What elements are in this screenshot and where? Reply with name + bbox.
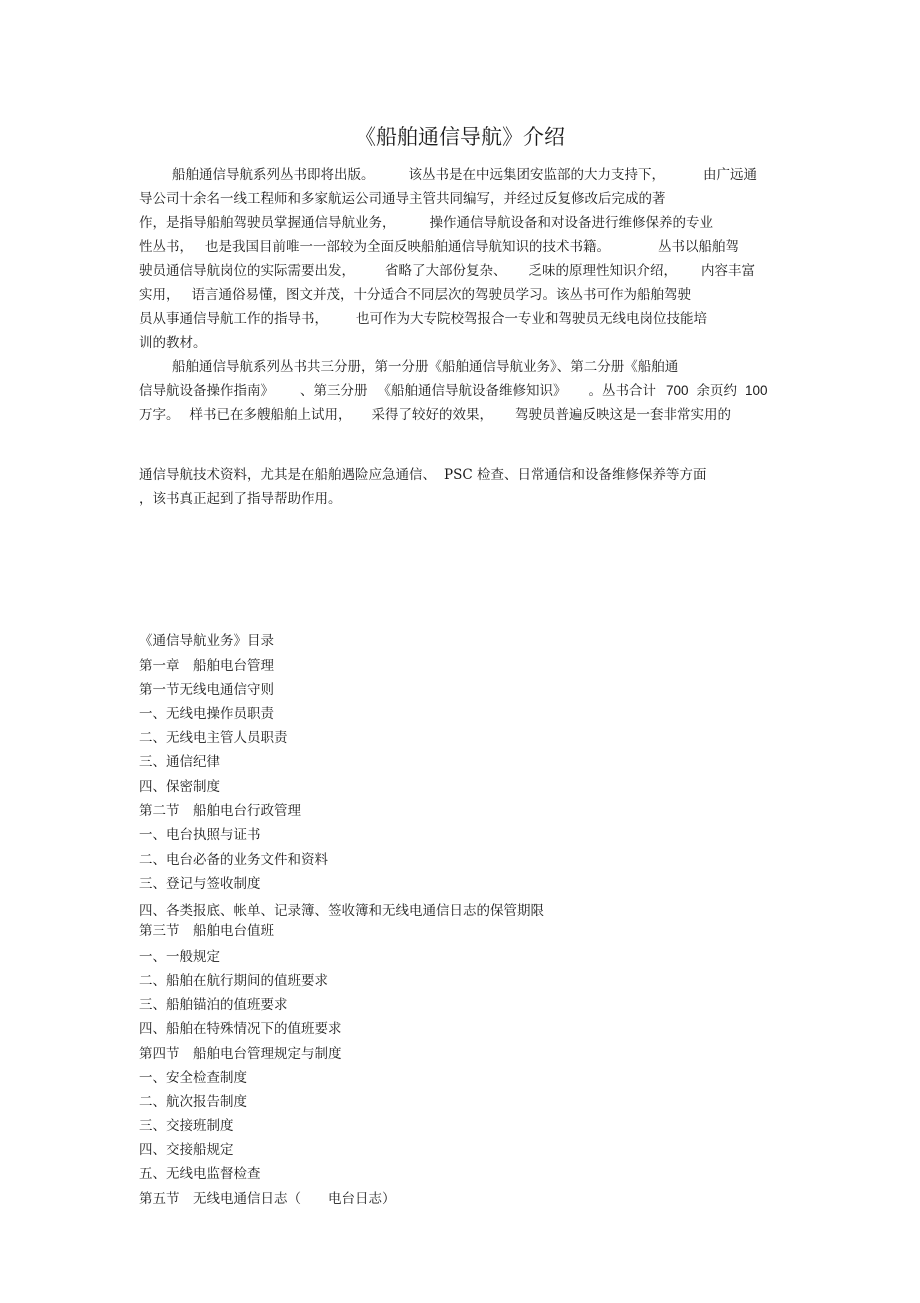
toc-item: 四、船舶在特殊情况下的值班要求 (139, 1021, 342, 1037)
document-title: 《船舶通信导航》介绍 (355, 125, 565, 149)
text-segment: 采得了较好的效果， (371, 407, 493, 423)
text-segment: 性丛书， (139, 239, 193, 255)
intro-line (172, 357, 678, 377)
text-segment: 也是我国目前唯一一部较为全面反映船舶通信导航知识的技术书籍。 (205, 239, 610, 255)
toc-item: 第二节 船舶电台行政管理 (139, 803, 301, 819)
text-segment: 员从事通信导航工作的指导书， (139, 311, 328, 327)
text-segment: 实用， (139, 287, 180, 303)
toc-item: 三、船舶锚泊的值班要求 (139, 997, 288, 1013)
intro-line (139, 465, 706, 485)
toc-item: 三、交接班制度 (139, 1118, 234, 1134)
toc-item: 五、无线电监督检查 (139, 1166, 261, 1182)
toc-item: 四、保密制度 (139, 779, 220, 795)
toc-item: 四、交接船规定 (139, 1142, 234, 1158)
text-segment: 乏味的原理性知识介绍， (528, 263, 677, 279)
text-segment: 样书已在多艘船舶上试用， (189, 407, 352, 423)
toc-item: 一、电台执照与证书 (139, 827, 261, 843)
text-segment: 《船舶通信导航设备维修知识》 (377, 383, 567, 399)
intro-line (139, 285, 691, 305)
toc-item: 一、安全检查制度 (139, 1070, 247, 1086)
text-segment: PSC 检查、日常通信和设备维修保养等方面 (444, 467, 707, 483)
intro-line (139, 381, 768, 401)
text-segment: 内容丰富 (701, 263, 755, 279)
intro-line (172, 165, 757, 185)
text-segment: 船舶通信导航系列丛书共三分册，第一分册《船舶通信导航业务》、第二分册《船舶通 (172, 359, 679, 375)
text-segment: 通信导航技术资料，尤其是在船舶遇险应急通信、 (139, 467, 436, 483)
toc-item: 第五节 无线电通信日志（ 电台日志） (139, 1191, 396, 1207)
text-segment: ，该书真正起到了指导帮助作用。 (139, 491, 342, 507)
toc-item: 第一章 船舶电台管理 (139, 658, 274, 674)
text-segment: 余页约 (696, 383, 738, 399)
toc-item: 三、通信纪律 (139, 754, 220, 770)
text-segment: 100 (745, 383, 768, 398)
intro-line (139, 213, 713, 233)
text-segment: 、第三分册 (300, 383, 368, 399)
intro-line (139, 489, 342, 509)
intro-line (139, 333, 207, 353)
toc-item: 三、登记与签收制度 (139, 876, 261, 892)
text-segment: 丛书以船舶驾 (658, 239, 739, 255)
toc-item: 二、船舶在航行期间的值班要求 (139, 973, 328, 989)
text-segment: 导公司十余名一线工程师和多家航运公司通导主管共同编写，并经过反复修改后完成的著 (139, 191, 666, 207)
text-segment: 语言通俗易懂，图文并茂，十分适合不同层次的驾驶员学习。该丛书可作为船舶驾驶 (191, 287, 691, 303)
toc-item: 第四节 船舶电台管理规定与制度 (139, 1046, 342, 1062)
text-segment: 船舶通信导航系列丛书即将出版。 (172, 167, 375, 183)
toc-item: 一、无线电操作员职责 (139, 706, 274, 722)
text-segment: 也可作为大专院校驾报合一专业和驾驶员无线电岗位技能培 (356, 311, 707, 327)
toc-item: 一、一般规定 (139, 949, 220, 965)
text-segment: 驶员通信导航岗位的实际需要出发， (139, 263, 355, 279)
text-segment: 700 (666, 383, 689, 398)
intro-line (139, 405, 731, 425)
text-segment: 该丛书是在中远集团安监部的大力支持下， (408, 167, 665, 183)
toc-item: 二、无线电主管人员职责 (139, 730, 288, 746)
text-segment: 。丛书合计 (588, 383, 656, 399)
intro-line (139, 261, 755, 281)
toc-item: 四、各类报底、帐单、记录簿、签收簿和无线电通信日志的保管期限 (139, 903, 544, 919)
text-segment: 由广远通 (703, 167, 757, 183)
text-segment: 作，是指导船舶驾驶员掌握通信导航业务， (139, 215, 396, 231)
text-segment: 万字。 (139, 407, 180, 423)
text-segment: 信导航设备操作指南》 (139, 383, 274, 399)
intro-line (139, 189, 666, 209)
toc-item: 第一节无线电通信守则 (139, 682, 274, 698)
toc-item: 第三节 船舶电台值班 (139, 923, 274, 939)
toc-item: 二、航次报告制度 (139, 1094, 247, 1110)
text-segment: 省略了大部份复杂、 (385, 263, 507, 279)
toc-heading: 《通信导航业务》目录 (139, 633, 274, 649)
text-segment: 驾驶员普遍反映这是一套非常实用的 (515, 407, 731, 423)
text-segment: 训的教材。 (139, 335, 207, 351)
intro-line (139, 309, 707, 329)
text-segment: 操作通信导航设备和对设备进行维修保养的专业 (429, 215, 713, 231)
intro-line (139, 237, 739, 257)
toc-item: 二、电台必备的业务文件和资料 (139, 852, 328, 868)
